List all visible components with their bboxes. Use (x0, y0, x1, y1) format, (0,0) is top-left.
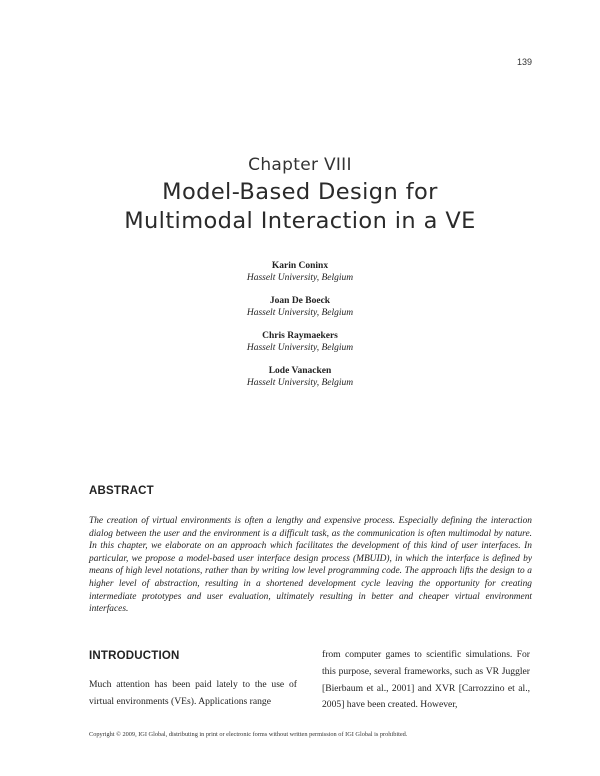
chapter-title-line-2: Multimodal Interaction in a VE (124, 208, 476, 234)
page-number: 139 (516, 57, 532, 67)
introduction-left-column: Much attention has been paid lately to the use of virtual environments (VEs). Applications range (89, 679, 297, 707)
author-list (0, 260, 600, 400)
author-affiliation: Hasselt University, Belgium (246, 343, 354, 353)
author-affiliation: Hasselt University, Belgium (246, 378, 354, 388)
author-block (0, 330, 600, 354)
abstract-body: The creation of virtual environments is often a lengthy and expensive process. Especially defining the interaction dialog between the user and the environment is a difficult task, as the communication is often multimodal by nature. In this chapter, we elaborate on an approach which facilitates the development of this kind of user interfaces. In particular, we propose a model-based user interface design process (MBUID), in which the interface is defined by means of high level notations, rather than by writing low level programming code. The approach lifts the design to a higher level of abstraction, resulting in a shortened development cycle leaving the opportunity for creating intermediate prototypes and user evaluation, ultimately resulting in better and cheaper virtual environment interfaces. (89, 516, 532, 615)
author-name: Joan De Boeck (269, 296, 331, 306)
author-block (0, 365, 600, 389)
chapter-title-line-1: Model-Based Design for (162, 179, 438, 205)
introduction-heading: INTRODUCTION (89, 650, 180, 662)
author-affiliation: Hasselt University, Belgium (246, 273, 354, 283)
introduction-right-column: from computer games to scientific simulations. For this purpose, several frameworks, such as VR Juggler [Bierbaum et al., 2001] and XVR [Carrozzino et al., 2005] have been created. However, (322, 649, 530, 711)
abstract-heading: ABSTRACT (89, 485, 154, 497)
author-name: Karin Coninx (271, 261, 329, 271)
copyright-notice: Copyright © 2009, IGI Global, distributing in print or electronic forms without written permission of IGI Global is prohibited. (89, 731, 408, 738)
chapter-label: Chapter VIII (248, 155, 352, 175)
author-name: Chris Raymaekers (262, 331, 338, 341)
author-name: Lode Vanacken (268, 366, 332, 376)
author-block (0, 260, 600, 284)
author-block (0, 295, 600, 319)
chapter-title (0, 178, 600, 236)
author-affiliation: Hasselt University, Belgium (246, 308, 354, 318)
